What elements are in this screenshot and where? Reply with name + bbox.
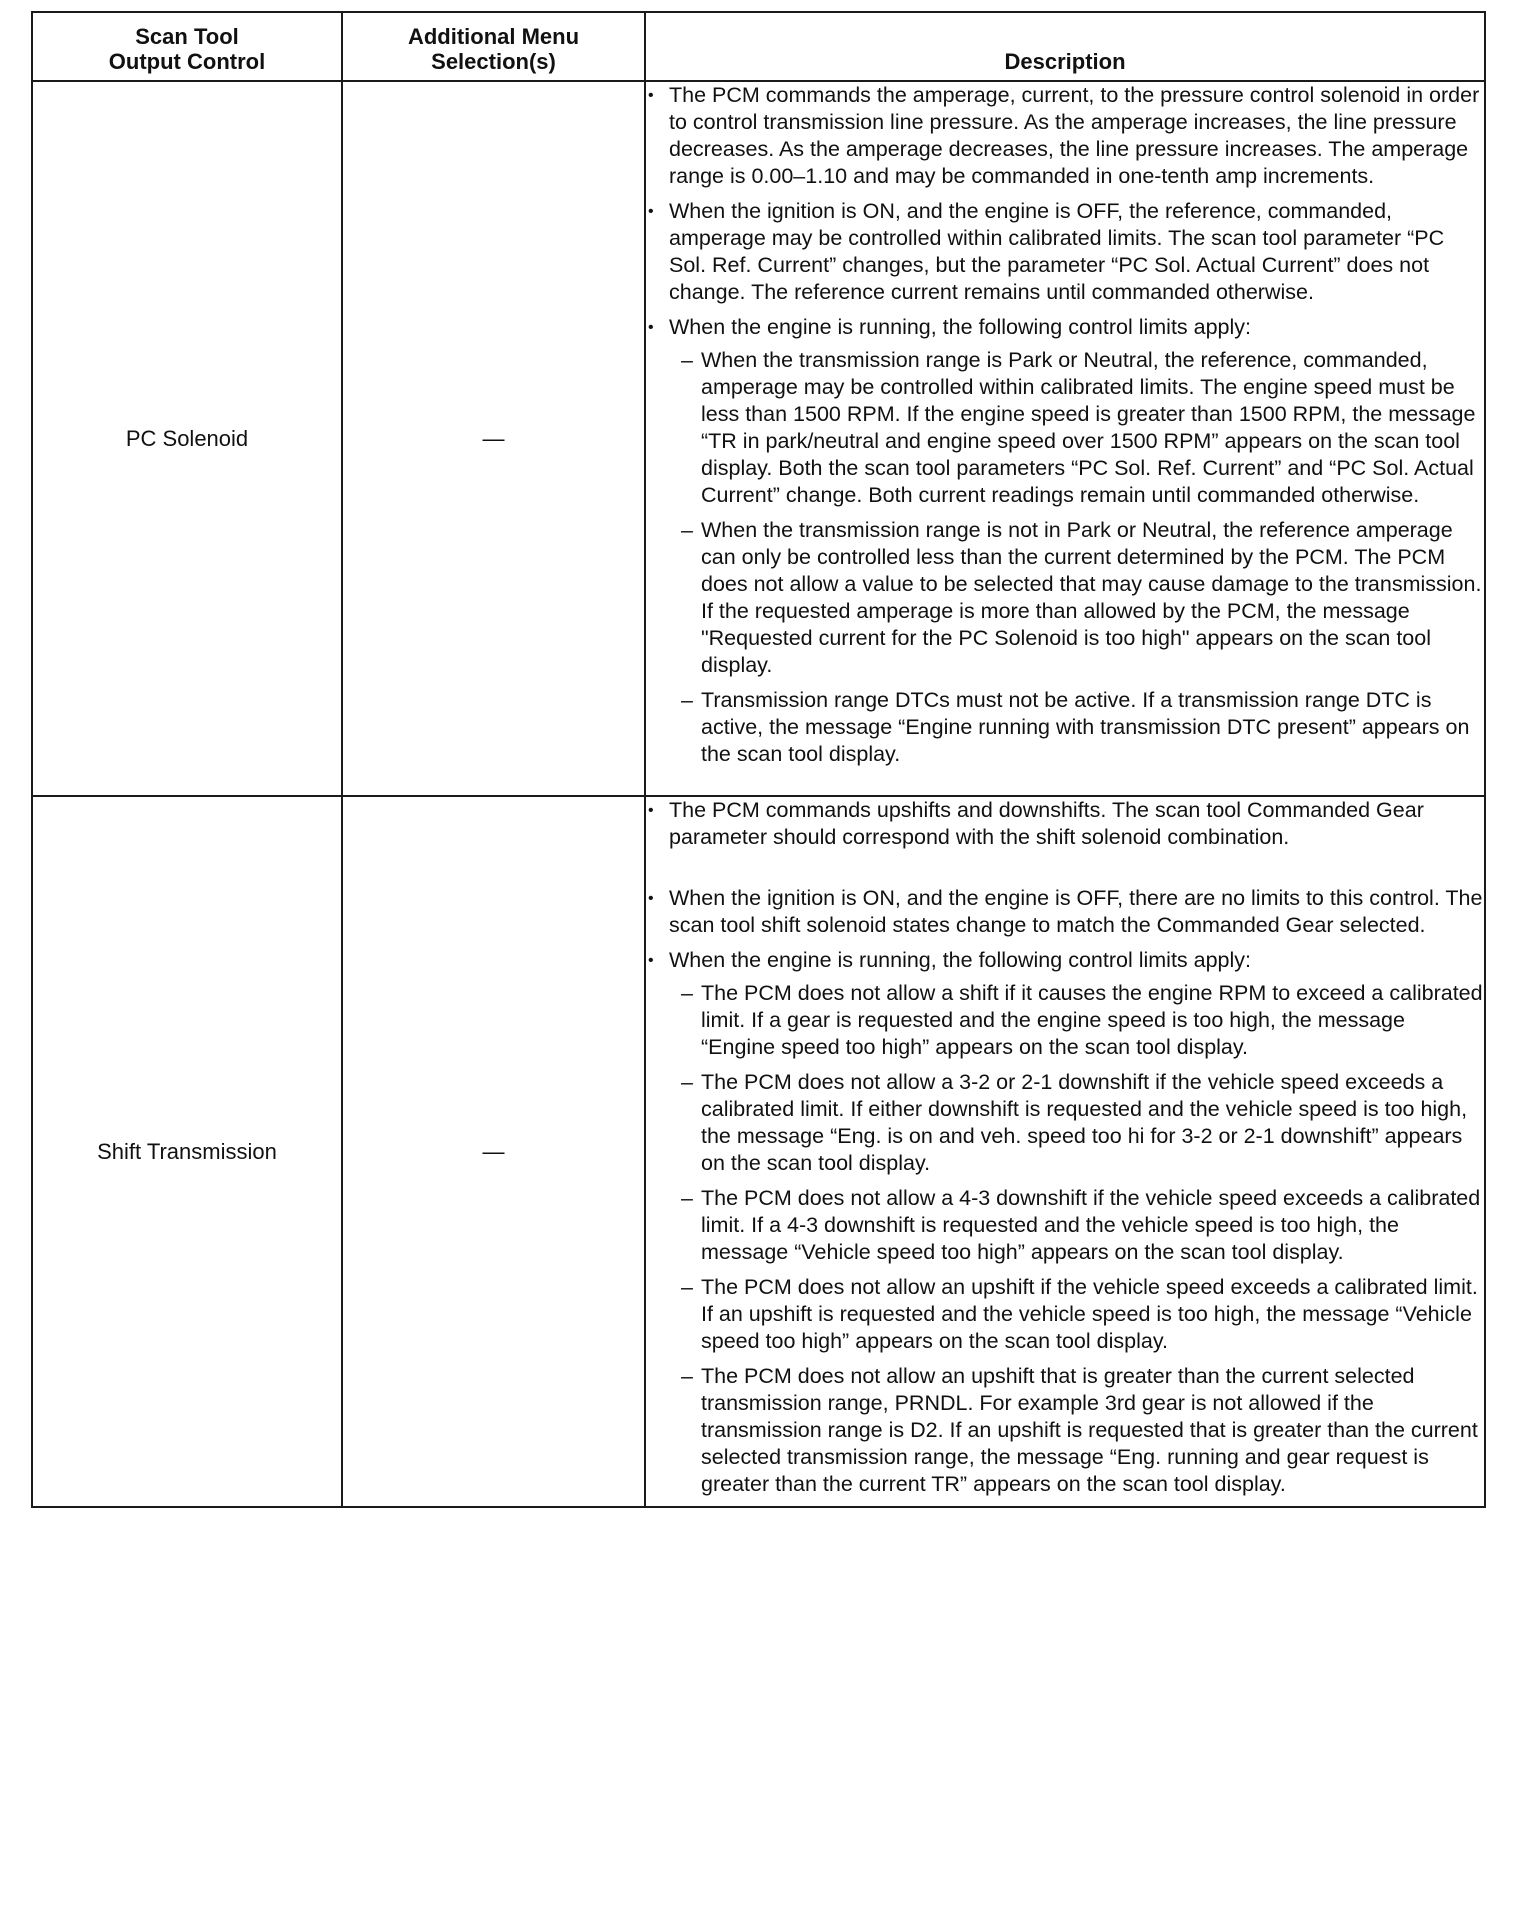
dash-icon: – [681,1275,693,1299]
description-bullet [646,314,1484,768]
output-control-name-text: Shift Transmission [97,1138,277,1164]
additional-menu-selection-text: — [482,425,505,451]
sub-condition-item [669,1185,1484,1266]
description-bullet-list [646,797,1484,1498]
description-bullet [646,82,1484,190]
sub-condition-text: The PCM does not allow an upshift that is greater than the current selected transmission range, PRNDL. For example 3rd gear is not allowed if the transmission range is D2. If an upshift is requested that is greater than the current selected transmission range, the message “Eng. running and gear request is greater than the current TR” appears on the scan tool display. [701,1364,1478,1496]
sub-condition-item [669,1069,1484,1177]
description-cell [645,796,1485,1507]
header-col1-text: Scan Tool Output Control [108,24,266,74]
bullet-text: The PCM commands upshifts and downshifts. The scan tool Commanded Gear parameter should correspond with the shift solenoid combination. [669,798,1424,849]
sub-condition-item [669,517,1484,679]
bullet-dot-icon: • [648,802,654,819]
bullet-text: When the engine is running, the following control limits apply: [669,315,1252,339]
output-control-name [32,81,342,796]
dash-icon: – [681,981,693,1005]
dash-icon: – [681,348,693,372]
sub-condition-text: Transmission range DTCs must not be active. If a transmission range DTC is active, the message “Engine running with transmission DTC present” appears on the scan tool display. [701,688,1470,766]
description-bullet [646,797,1484,851]
header-scan-tool-output-control [32,12,342,81]
header-col3-text: Description [1004,49,1126,74]
sub-condition-list [669,980,1484,1498]
description-bullet [646,885,1484,939]
sub-condition-item [669,687,1484,768]
sub-condition-list [669,347,1484,768]
description-cell [645,81,1485,796]
sub-condition-item [669,1363,1484,1498]
description-bullet [646,947,1484,1498]
sub-condition-text: The PCM does not allow a shift if it causes the engine RPM to exceed a calibrated limit. If a gear is requested and the engine speed is too high, the message “Engine speed too high” appears on the scan tool display. [701,981,1483,1059]
bullet-text: When the engine is running, the following control limits apply: [669,948,1252,972]
description-bullet [646,198,1484,306]
scan-tool-output-control-table [31,11,1486,1508]
table-row-pc-solenoid [32,81,1485,796]
sub-condition-item [669,980,1484,1061]
dash-icon: – [681,518,693,542]
dash-icon: – [681,688,693,712]
bullet-dot-icon: • [648,890,654,907]
additional-menu-selection [342,81,645,796]
bullet-dot-icon: • [648,952,654,969]
sub-condition-text: When the transmission range is Park or Neutral, the reference, commanded, amperage may be controlled within calibrated limits. The engine speed must be less than 1500 RPM. If the engine speed is greater than 1500 RPM, the message “TR in park/neutral and engine speed over 1500 RPM” appears on the scan tool display. Both the scan tool parameters “PC Sol. Ref. Current” and “PC Sol. Actual Current” change. Both current readings remain until commanded otherwise. [701,348,1476,507]
additional-menu-selection [342,796,645,1507]
dash-icon: – [681,1364,693,1388]
sub-condition-text: The PCM does not allow an upshift if the vehicle speed exceeds a calibrated limit. If an upshift is requested and the vehicle speed is too high, the message “Vehicle speed too high” appears on the scan tool display. [701,1275,1478,1353]
table-row-shift-transmission [32,796,1485,1507]
bullet-text: When the ignition is ON, and the engine is OFF, the reference, commanded, amperage may be controlled within calibrated limits. The scan tool parameter “PC Sol. Ref. Current” changes, but the parameter “PC Sol. Actual Current” does not change. The reference current remains until commanded otherwise. [669,199,1445,304]
description-bullet-list [646,82,1484,768]
bullet-text: The PCM commands the amperage, current, to the pressure control solenoid in order to control transmission line pressure. As the amperage increases, the line pressure decreases. As the amperage decreases, the line pressure increases. The amperage range is 0.00–1.10 and may be commanded in one-tenth amp increments. [669,83,1480,188]
additional-menu-selection-text: — [482,1138,505,1164]
bullet-dot-icon: • [648,319,654,336]
dash-icon: – [681,1070,693,1094]
sub-condition-text: The PCM does not allow a 3-2 or 2-1 downshift if the vehicle speed exceeds a calibrated limit. If either downshift is requested and the vehicle speed is too high, the message “Eng. is on and veh. speed too hi for 3-2 or 2-1 downshift” appears on the scan tool display. [701,1070,1468,1175]
dash-icon: – [681,1186,693,1210]
sub-condition-text: When the transmission range is not in Park or Neutral, the reference amperage can only be controlled less than the current determined by the PCM. The PCM does not allow a value to be selected that may cause damage to the transmission. If the requested amperage is more than allowed by the PCM, the message "Requested current for the PC Solenoid is too high" appears on the scan tool display. [701,518,1482,677]
output-control-name-text: PC Solenoid [125,425,249,451]
header-additional-menu-selections [342,12,645,81]
bullet-dot-icon: • [648,87,654,104]
output-control-name [32,796,342,1507]
sub-condition-item [669,1274,1484,1355]
bullet-text: When the ignition is ON, and the engine is OFF, there are no limits to this control. The scan tool shift solenoid states change to match the Commanded Gear selected. [669,886,1483,937]
sub-condition-text: The PCM does not allow a 4-3 downshift if the vehicle speed exceeds a calibrated limit. If a 4-3 downshift is requested and the vehicle speed is too high, the message “Vehicle speed too high” appears on the scan tool display. [701,1186,1481,1264]
sub-condition-item [669,347,1484,509]
header-description [645,12,1485,81]
header-col2-text: Additional Menu Selection(s) [407,24,580,74]
bullet-dot-icon: • [648,203,654,220]
table-header-row [32,12,1485,81]
